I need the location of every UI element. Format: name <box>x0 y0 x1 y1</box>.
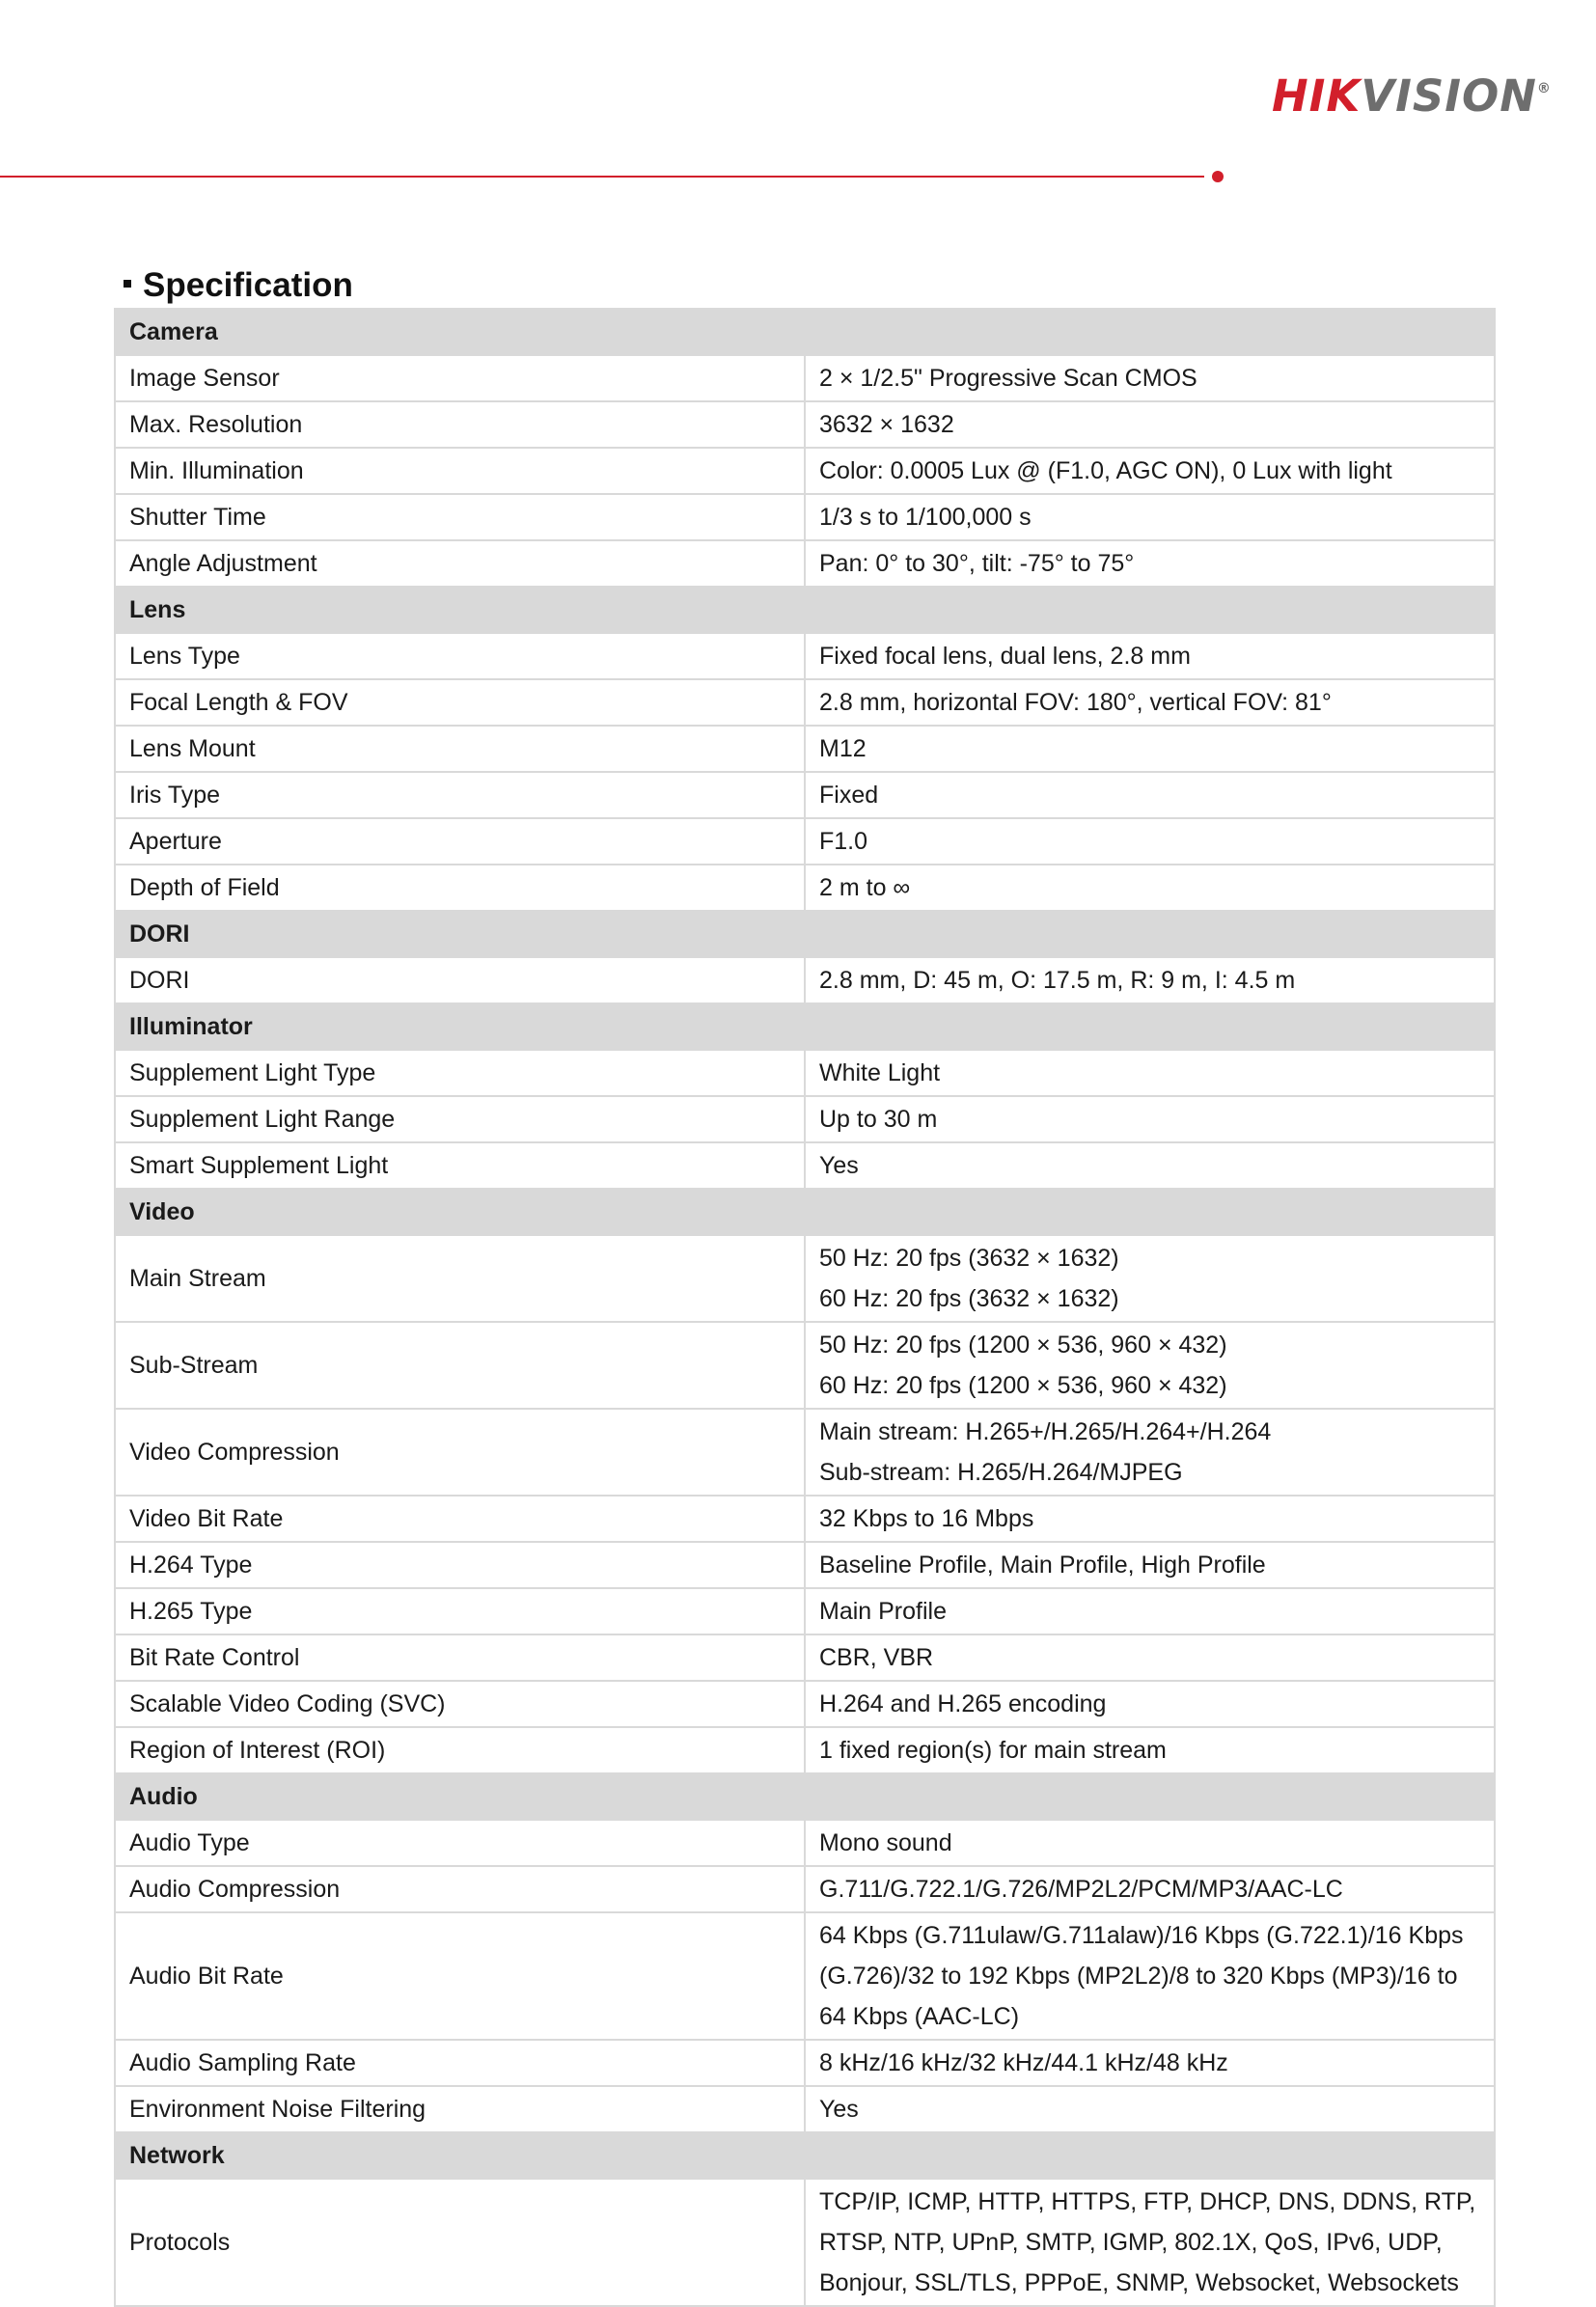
spec-key: Main Stream <box>115 1235 805 1322</box>
spec-value-line: 60 Hz: 20 fps (3632 × 1632) <box>819 1285 1119 1312</box>
spec-key: Audio Sampling Rate <box>115 2040 805 2086</box>
spec-value-line: 64 Kbps (G.711ulaw/G.711alaw)/16 Kbps (G.722.1)/16 Kbps (G.726)/32 to 192 Kbps (MP2L2)/8 to 320 Kbps (MP3)/16 to 64 Kbps (AAC-LC) <box>819 1922 1464 2030</box>
spec-value-line: Sub-stream: H.265/H.264/MJPEG <box>819 1459 1183 1486</box>
spec-group-title: Audio <box>115 1773 1495 1820</box>
spec-row <box>115 726 1495 772</box>
spec-key: Scalable Video Coding (SVC) <box>115 1681 805 1727</box>
spec-value <box>805 1727 1495 1773</box>
spec-value <box>805 1235 1495 1322</box>
spec-value-line: 2 × 1/2.5" Progressive Scan CMOS <box>819 365 1197 392</box>
spec-value <box>805 726 1495 772</box>
spec-key: Min. Illumination <box>115 448 805 494</box>
spec-value-line: TCP/IP, ICMP, HTTP, HTTPS, FTP, DHCP, DNS, DDNS, RTP, RTSP, NTP, UPnP, SMTP, IGMP, 802.1X, QoS, IPv6, UDP, Bonjour, SSL/TLS, PPPoE, SNMP, Websocket, Websockets <box>819 2188 1476 2296</box>
spec-group-title: Lens <box>115 587 1495 633</box>
spec-group-title: DORI <box>115 911 1495 957</box>
spec-row <box>115 2040 1495 2086</box>
spec-key: Image Sensor <box>115 355 805 401</box>
spec-key: H.264 Type <box>115 1542 805 1588</box>
spec-key: Protocols <box>115 2179 805 2306</box>
spec-row <box>115 1409 1495 1496</box>
spec-row <box>115 2086 1495 2132</box>
spec-group-header <box>115 1003 1495 1050</box>
spec-key: Smart Supplement Light <box>115 1142 805 1189</box>
spec-value-line: 2 m to ∞ <box>819 874 911 901</box>
spec-row <box>115 494 1495 540</box>
spec-table <box>114 308 1496 2307</box>
spec-row <box>115 633 1495 679</box>
spec-value <box>805 2179 1495 2306</box>
bullet-square-icon <box>124 280 131 288</box>
spec-key: Shutter Time <box>115 494 805 540</box>
spec-row <box>115 2179 1495 2306</box>
spec-row <box>115 1681 1495 1727</box>
spec-value-line: 60 Hz: 20 fps (1200 × 536, 960 × 432) <box>819 1372 1227 1399</box>
spec-value <box>805 355 1495 401</box>
spec-key: Sub-Stream <box>115 1322 805 1409</box>
spec-value <box>805 1866 1495 1912</box>
spec-value <box>805 1409 1495 1496</box>
spec-group-title: Illuminator <box>115 1003 1495 1050</box>
spec-group-header <box>115 1773 1495 1820</box>
spec-value-line: 2.8 mm, horizontal FOV: 180°, vertical FOV: 81° <box>819 689 1332 716</box>
spec-value-line: Main Profile <box>819 1598 947 1625</box>
spec-key: Video Compression <box>115 1409 805 1496</box>
spec-row <box>115 1096 1495 1142</box>
spec-value <box>805 1050 1495 1096</box>
spec-row <box>115 448 1495 494</box>
spec-value <box>805 1681 1495 1727</box>
spec-key: Max. Resolution <box>115 401 805 448</box>
spec-value <box>805 633 1495 679</box>
spec-value <box>805 1912 1495 2040</box>
spec-value-line: 50 Hz: 20 fps (1200 × 536, 960 × 432) <box>819 1332 1227 1359</box>
spec-group-header <box>115 587 1495 633</box>
spec-value-line: Mono sound <box>819 1829 952 1856</box>
spec-row <box>115 1235 1495 1322</box>
spec-row <box>115 1542 1495 1588</box>
spec-value-line: Yes <box>819 1152 859 1179</box>
spec-key: Video Bit Rate <box>115 1496 805 1542</box>
spec-value <box>805 1542 1495 1588</box>
spec-row <box>115 540 1495 587</box>
section-title-text: Specification <box>143 266 353 304</box>
spec-value <box>805 772 1495 818</box>
spec-value-line: 1 fixed region(s) for main stream <box>819 1737 1167 1764</box>
spec-group-header <box>115 911 1495 957</box>
spec-value <box>805 448 1495 494</box>
spec-key: Audio Compression <box>115 1866 805 1912</box>
spec-value-line: G.711/G.722.1/G.726/MP2L2/PCM/MP3/AAC-LC <box>819 1876 1343 1903</box>
spec-key: Audio Bit Rate <box>115 1912 805 2040</box>
spec-key: Iris Type <box>115 772 805 818</box>
spec-value <box>805 1096 1495 1142</box>
spec-key: Angle Adjustment <box>115 540 805 587</box>
spec-value-line: Pan: 0° to 30°, tilt: -75° to 75° <box>819 550 1135 577</box>
spec-row <box>115 818 1495 865</box>
spec-value <box>805 2086 1495 2132</box>
spec-key: Focal Length & FOV <box>115 679 805 726</box>
spec-row <box>115 1866 1495 1912</box>
section-title <box>124 262 353 309</box>
spec-row <box>115 1050 1495 1096</box>
spec-row <box>115 1588 1495 1634</box>
spec-group-title: Network <box>115 2132 1495 2179</box>
hikvision-logo <box>1272 69 1552 124</box>
spec-value <box>805 818 1495 865</box>
spec-key: Lens Type <box>115 633 805 679</box>
spec-value-line: 50 Hz: 20 fps (3632 × 1632) <box>819 1245 1119 1272</box>
spec-group-title: Video <box>115 1189 1495 1235</box>
spec-value-line: CBR, VBR <box>819 1644 934 1671</box>
spec-key: Aperture <box>115 818 805 865</box>
spec-value-line: Main stream: H.265+/H.265/H.264+/H.264 <box>819 1418 1272 1445</box>
spec-value <box>805 957 1495 1003</box>
spec-row <box>115 1142 1495 1189</box>
spec-group-header <box>115 1189 1495 1235</box>
spec-value-line: 32 Kbps to 16 Mbps <box>819 1505 1034 1532</box>
spec-value-line: Yes <box>819 2096 859 2123</box>
spec-value <box>805 1820 1495 1866</box>
spec-value <box>805 540 1495 587</box>
spec-row <box>115 679 1495 726</box>
spec-row <box>115 1912 1495 2040</box>
header-rule-dot <box>1212 171 1224 182</box>
spec-group-header <box>115 309 1495 355</box>
spec-key: Audio Type <box>115 1820 805 1866</box>
spec-key: Region of Interest (ROI) <box>115 1727 805 1773</box>
spec-key: Environment Noise Filtering <box>115 2086 805 2132</box>
spec-key: H.265 Type <box>115 1588 805 1634</box>
spec-value <box>805 865 1495 911</box>
spec-value-line: Fixed <box>819 782 879 809</box>
spec-row <box>115 355 1495 401</box>
spec-row <box>115 1820 1495 1866</box>
spec-value-line: 2.8 mm, D: 45 m, O: 17.5 m, R: 9 m, I: 4.5 m <box>819 967 1296 994</box>
spec-key: Supplement Light Type <box>115 1050 805 1096</box>
spec-group-title: Camera <box>115 309 1495 355</box>
spec-row <box>115 772 1495 818</box>
spec-value <box>805 1142 1495 1189</box>
spec-row <box>115 865 1495 911</box>
spec-row <box>115 1727 1495 1773</box>
spec-value <box>805 1634 1495 1681</box>
spec-value <box>805 2040 1495 2086</box>
spec-value <box>805 1322 1495 1409</box>
spec-row <box>115 957 1495 1003</box>
spec-value-line: 8 kHz/16 kHz/32 kHz/44.1 kHz/48 kHz <box>819 2049 1228 2076</box>
spec-key: Lens Mount <box>115 726 805 772</box>
spec-value-line: Baseline Profile, Main Profile, High Profile <box>819 1552 1266 1579</box>
spec-value <box>805 401 1495 448</box>
spec-row <box>115 1634 1495 1681</box>
spec-row <box>115 401 1495 448</box>
spec-key: Supplement Light Range <box>115 1096 805 1142</box>
spec-table-body <box>115 309 1495 2306</box>
spec-group-header <box>115 2132 1495 2179</box>
spec-key: Depth of Field <box>115 865 805 911</box>
spec-value-line: F1.0 <box>819 828 868 855</box>
spec-value <box>805 679 1495 726</box>
spec-value-line: Up to 30 m <box>819 1106 938 1133</box>
spec-value-line: Fixed focal lens, dual lens, 2.8 mm <box>819 643 1191 670</box>
spec-value <box>805 1496 1495 1542</box>
header-rule <box>0 176 1204 178</box>
spec-value-line: Color: 0.0005 Lux @ (F1.0, AGC ON), 0 Lux with light <box>819 457 1392 484</box>
spec-row <box>115 1496 1495 1542</box>
logo-registered-mark: ® <box>1536 81 1552 96</box>
spec-value <box>805 494 1495 540</box>
spec-key: DORI <box>115 957 805 1003</box>
spec-value-line: M12 <box>819 735 867 762</box>
spec-row <box>115 1322 1495 1409</box>
spec-value-line: H.264 and H.265 encoding <box>819 1690 1107 1717</box>
logo-part-1: HIK <box>1272 70 1362 122</box>
spec-value-line: White Light <box>819 1059 941 1086</box>
logo-part-2: VISION <box>1361 70 1537 122</box>
spec-key: Bit Rate Control <box>115 1634 805 1681</box>
spec-value <box>805 1588 1495 1634</box>
spec-value-line: 3632 × 1632 <box>819 411 954 438</box>
spec-value-line: 1/3 s to 1/100,000 s <box>819 504 1032 531</box>
